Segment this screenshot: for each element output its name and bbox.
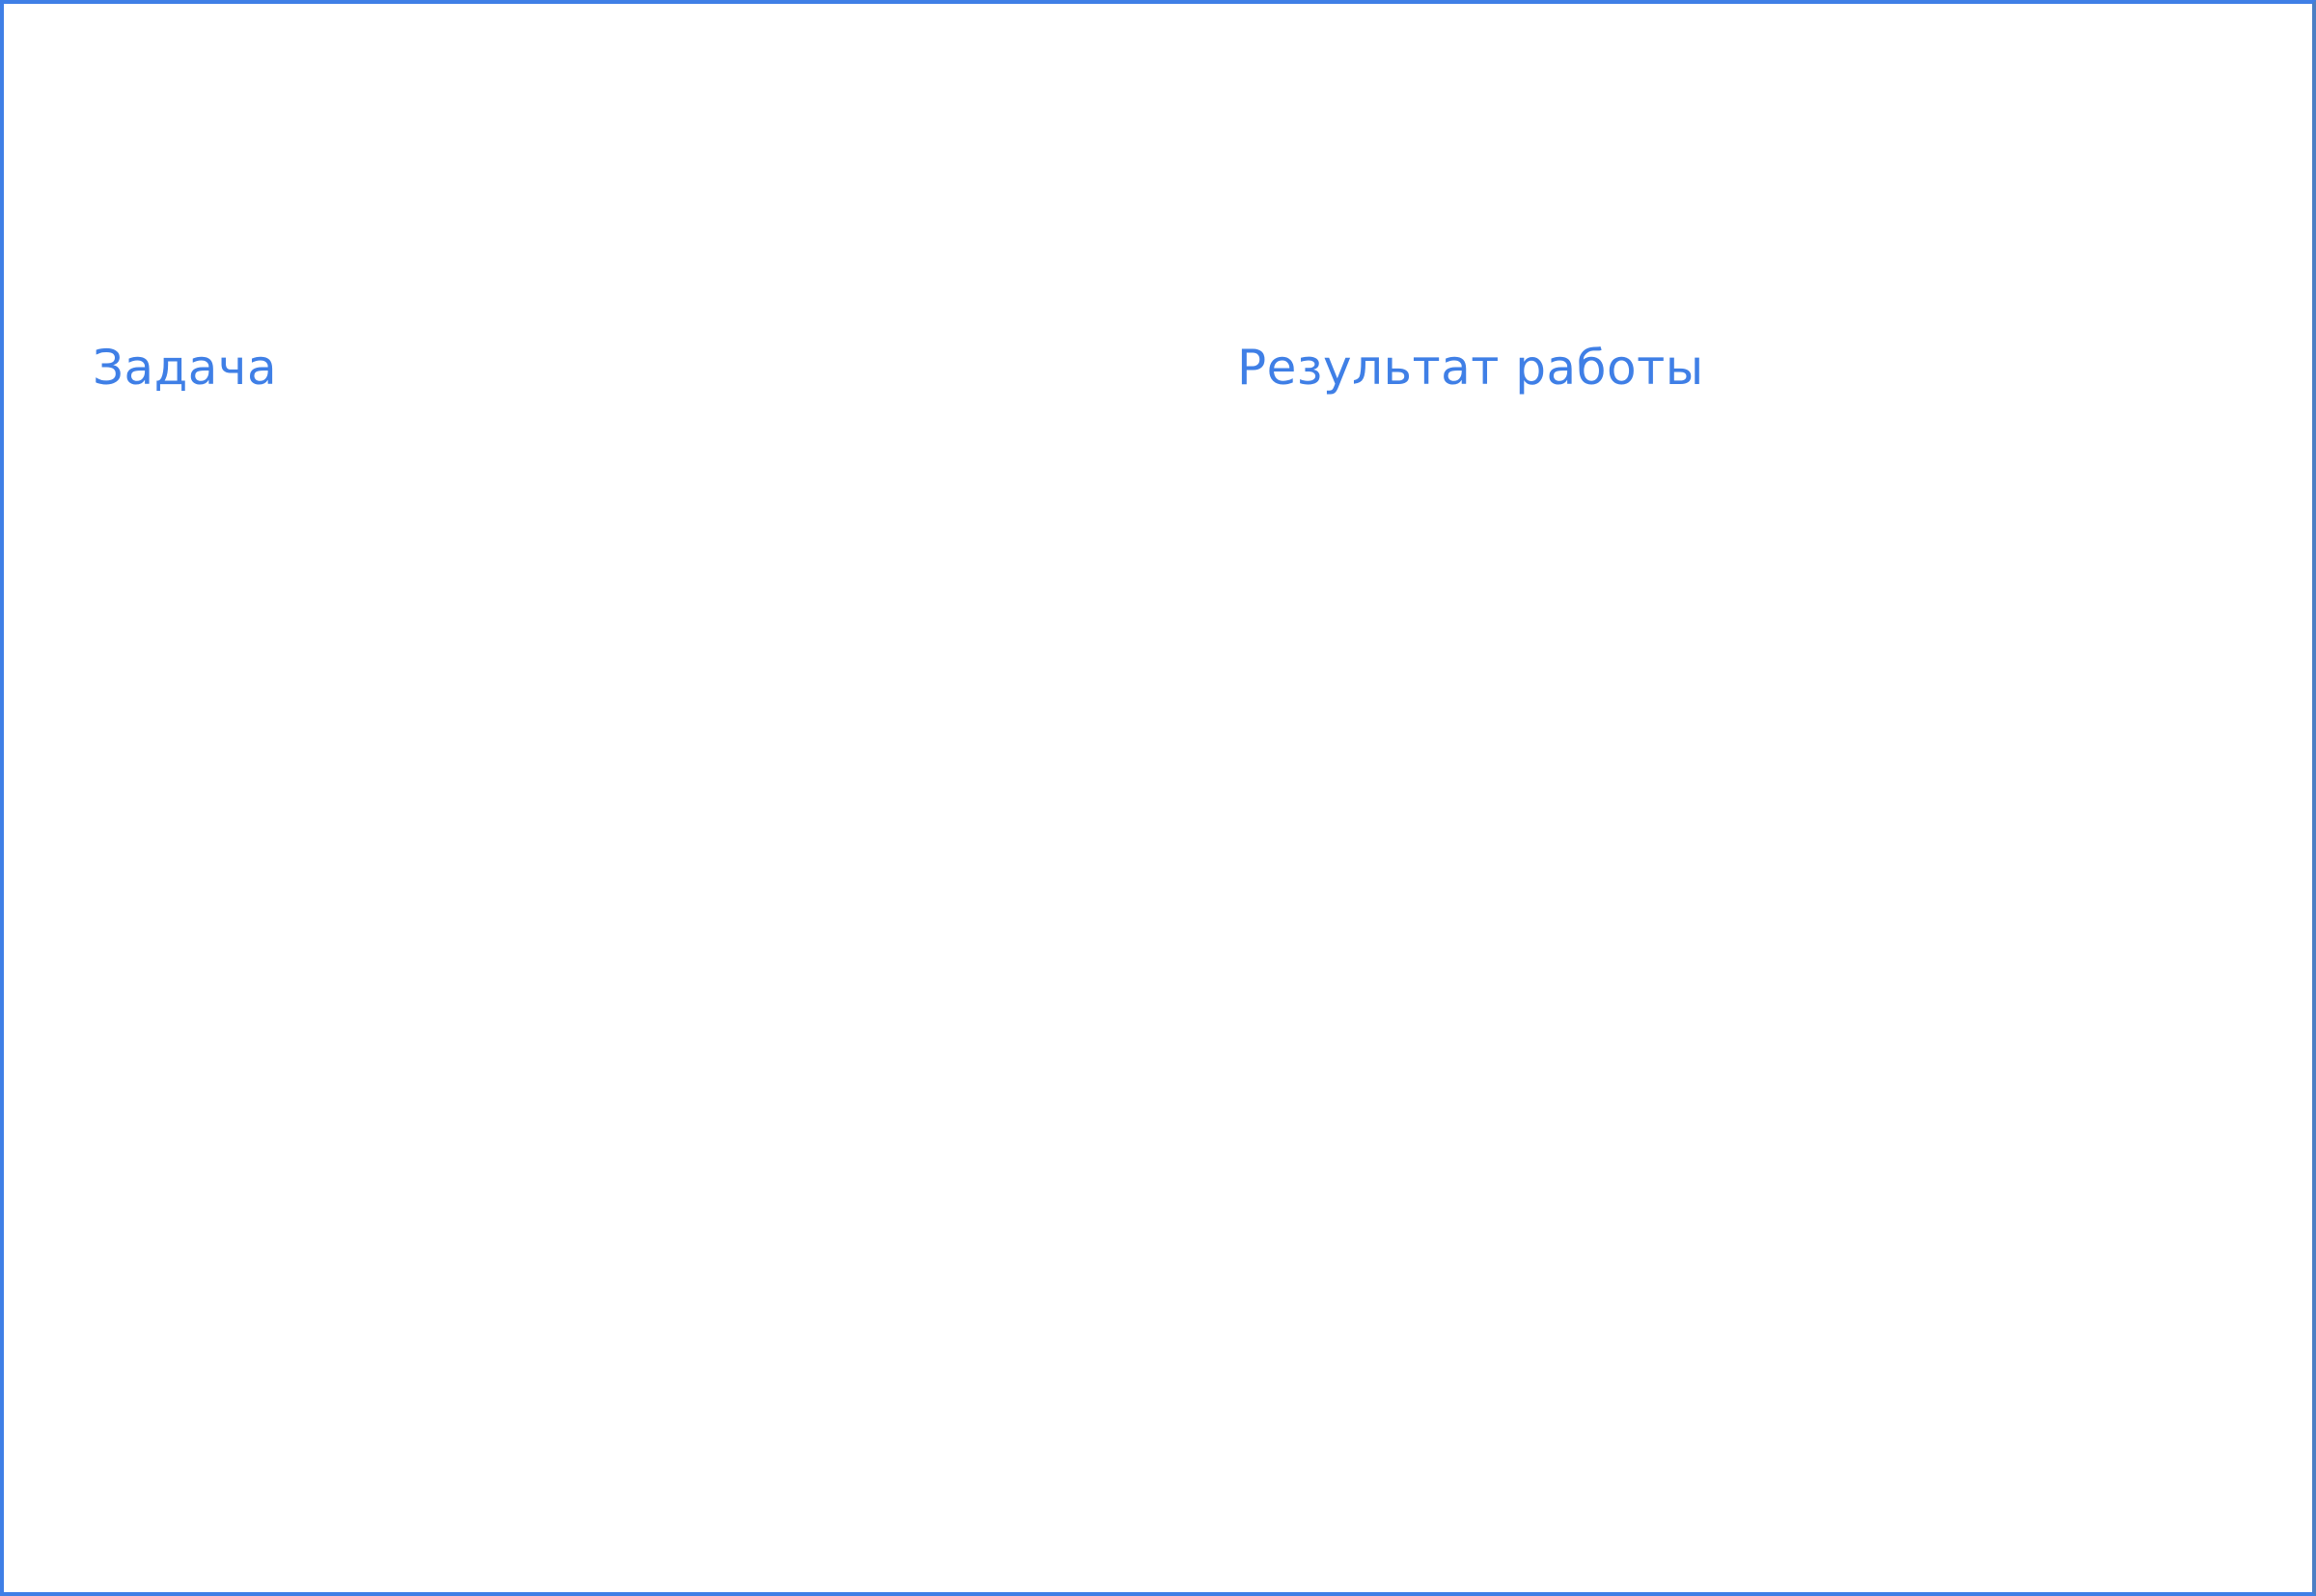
task-heading: Задача bbox=[93, 340, 278, 396]
result-heading: Результат работы bbox=[1237, 340, 1704, 396]
